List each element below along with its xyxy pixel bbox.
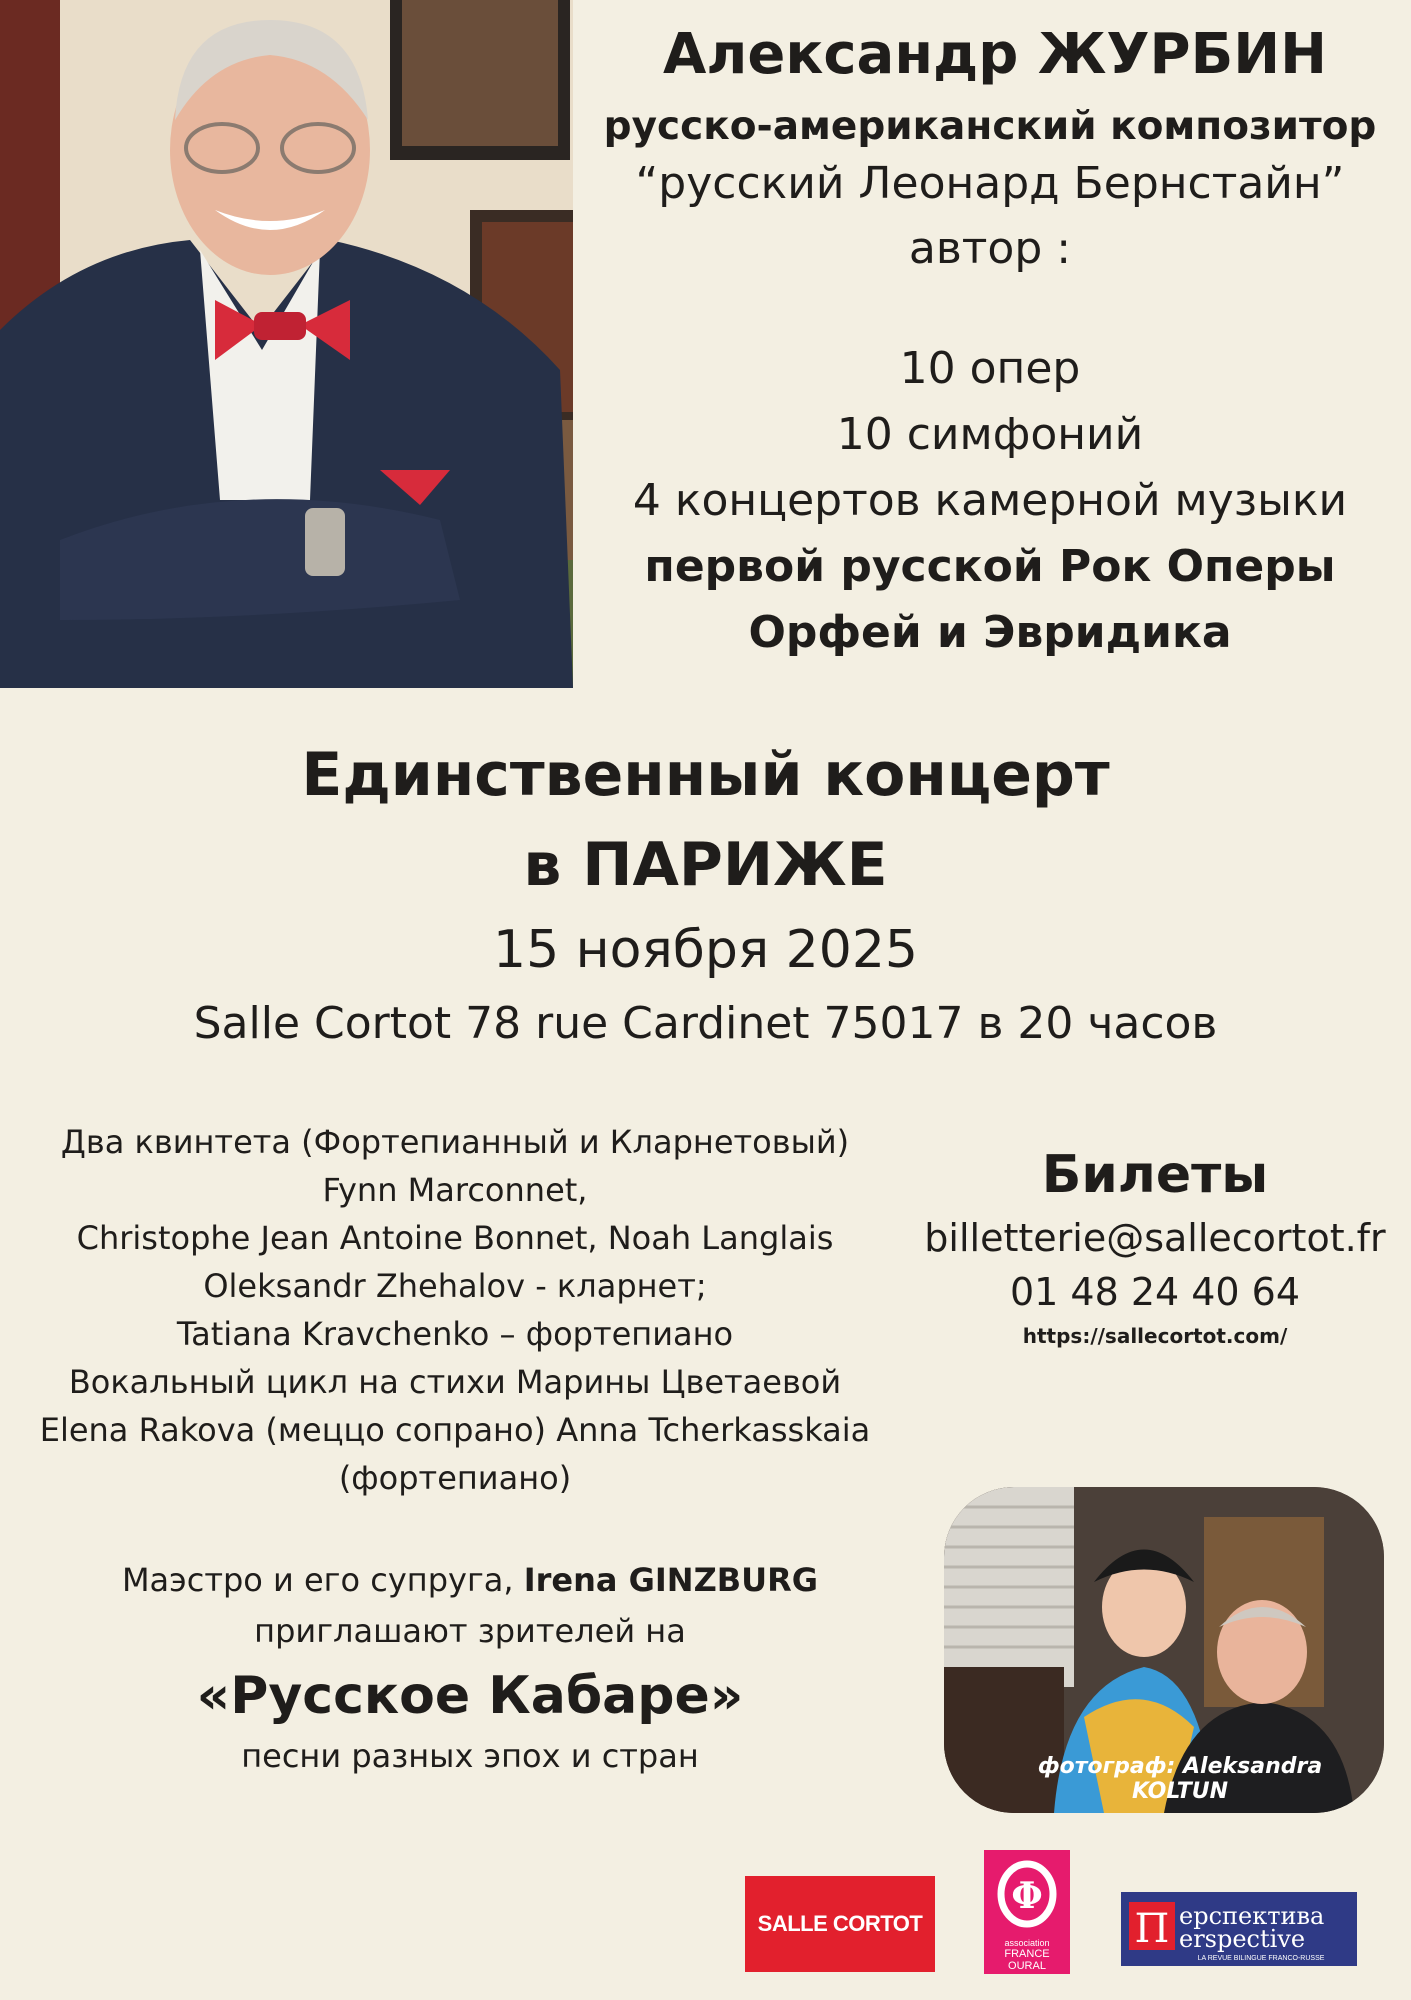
- concert-headline: Единственный концерт: [301, 740, 1110, 810]
- performer-line: Elena Rakova (меццо сопрано) Anna Tcherkasskaia: [39, 1411, 871, 1449]
- works-item-operas: 10 опер: [899, 343, 1081, 394]
- france-oural-line2: FRANCE: [1004, 1948, 1050, 1960]
- concert-city: в ПАРИЖЕ: [523, 830, 888, 900]
- invitation-prefix: Маэстро и его супруга,: [121, 1561, 524, 1599]
- performer-line: Oleksandr Zhehalov - кларнет;: [203, 1267, 707, 1305]
- france-oural-line1: association: [1004, 1938, 1050, 1948]
- photo-credit: [990, 1754, 1370, 1804]
- invitation-line-2: приглашают зрителей на: [254, 1612, 686, 1650]
- cabaret-subtitle: песни разных эпох и стран: [241, 1737, 699, 1775]
- france-oural-line3: OURAL: [1008, 1960, 1046, 1972]
- spouse-name: Irena GINZBURG: [523, 1561, 819, 1599]
- perspective-logo: [1121, 1892, 1357, 1966]
- perspective-fr: erspective: [1179, 1925, 1306, 1953]
- invitation-line: [20, 1561, 920, 1599]
- perspective-tagline: LA REVUE BILINGUE FRANCO-RUSSE: [1197, 1955, 1325, 1962]
- performer-line: Два квинтета (Фортепианный и Кларнетовый): [60, 1123, 850, 1161]
- photo-credit-label: фотограф:: [1037, 1754, 1176, 1779]
- works-item-rock-opera: первой русской Рок Оперы: [644, 541, 1336, 592]
- performer-line: (фортепиано): [338, 1459, 572, 1497]
- tickets-phone: 01 48 24 40 64: [1009, 1270, 1301, 1314]
- svg-text:П: П: [1134, 1906, 1170, 1952]
- salle-cortot-logo-text: SALLE CORTOT: [757, 1911, 923, 1936]
- works-item-symphonies: 10 симфоний: [836, 409, 1144, 460]
- composer-portrait: [0, 0, 573, 688]
- perspective-emblem-icon: [1121, 1892, 1357, 1966]
- composer-nickname: “русский Леонард Бернстайн”: [635, 158, 1345, 209]
- france-oural-emblem-icon: [984, 1850, 1070, 1974]
- perspective-ru: ерспектива: [1179, 1902, 1325, 1930]
- france-oural-logo: [984, 1850, 1070, 1974]
- composer-name: Александр ЖУРБИН: [662, 22, 1327, 87]
- tickets-email-link[interactable]: billetterie@sallecortot.fr: [924, 1216, 1386, 1260]
- composer-subtitle: русско-американский композитор: [603, 104, 1377, 149]
- tickets-url-link[interactable]: https://sallecortot.com/: [1022, 1324, 1288, 1348]
- performer-line: Christophe Jean Antoine Bonnet, Noah Langlais: [76, 1219, 834, 1257]
- works-item-chamber: 4 концертов камерной музыки: [632, 475, 1348, 526]
- concert-venue: Salle Cortot 78 rue Cardinet 75017 в 20 часов: [193, 998, 1218, 1049]
- performer-line: Tatiana Kravchenko – фортепиано: [176, 1315, 734, 1353]
- salle-cortot-logo: [745, 1876, 935, 1972]
- tickets-title: Билеты: [1041, 1145, 1269, 1205]
- svg-text:Φ: Φ: [1011, 1875, 1043, 1917]
- photo-credit-name: Aleksandra KOLTUN: [1131, 1754, 1323, 1804]
- performer-line: Вокальный цикл на стихи Марины Цветаевой: [68, 1363, 842, 1401]
- author-label: автор :: [908, 223, 1072, 274]
- cabaret-title: «Русское Кабаре»: [196, 1666, 744, 1726]
- performer-line: Fynn Marconnet,: [322, 1171, 588, 1209]
- concert-date: 15 ноября 2025: [492, 920, 918, 980]
- works-item-orpheus: Орфей и Эвридика: [748, 607, 1232, 658]
